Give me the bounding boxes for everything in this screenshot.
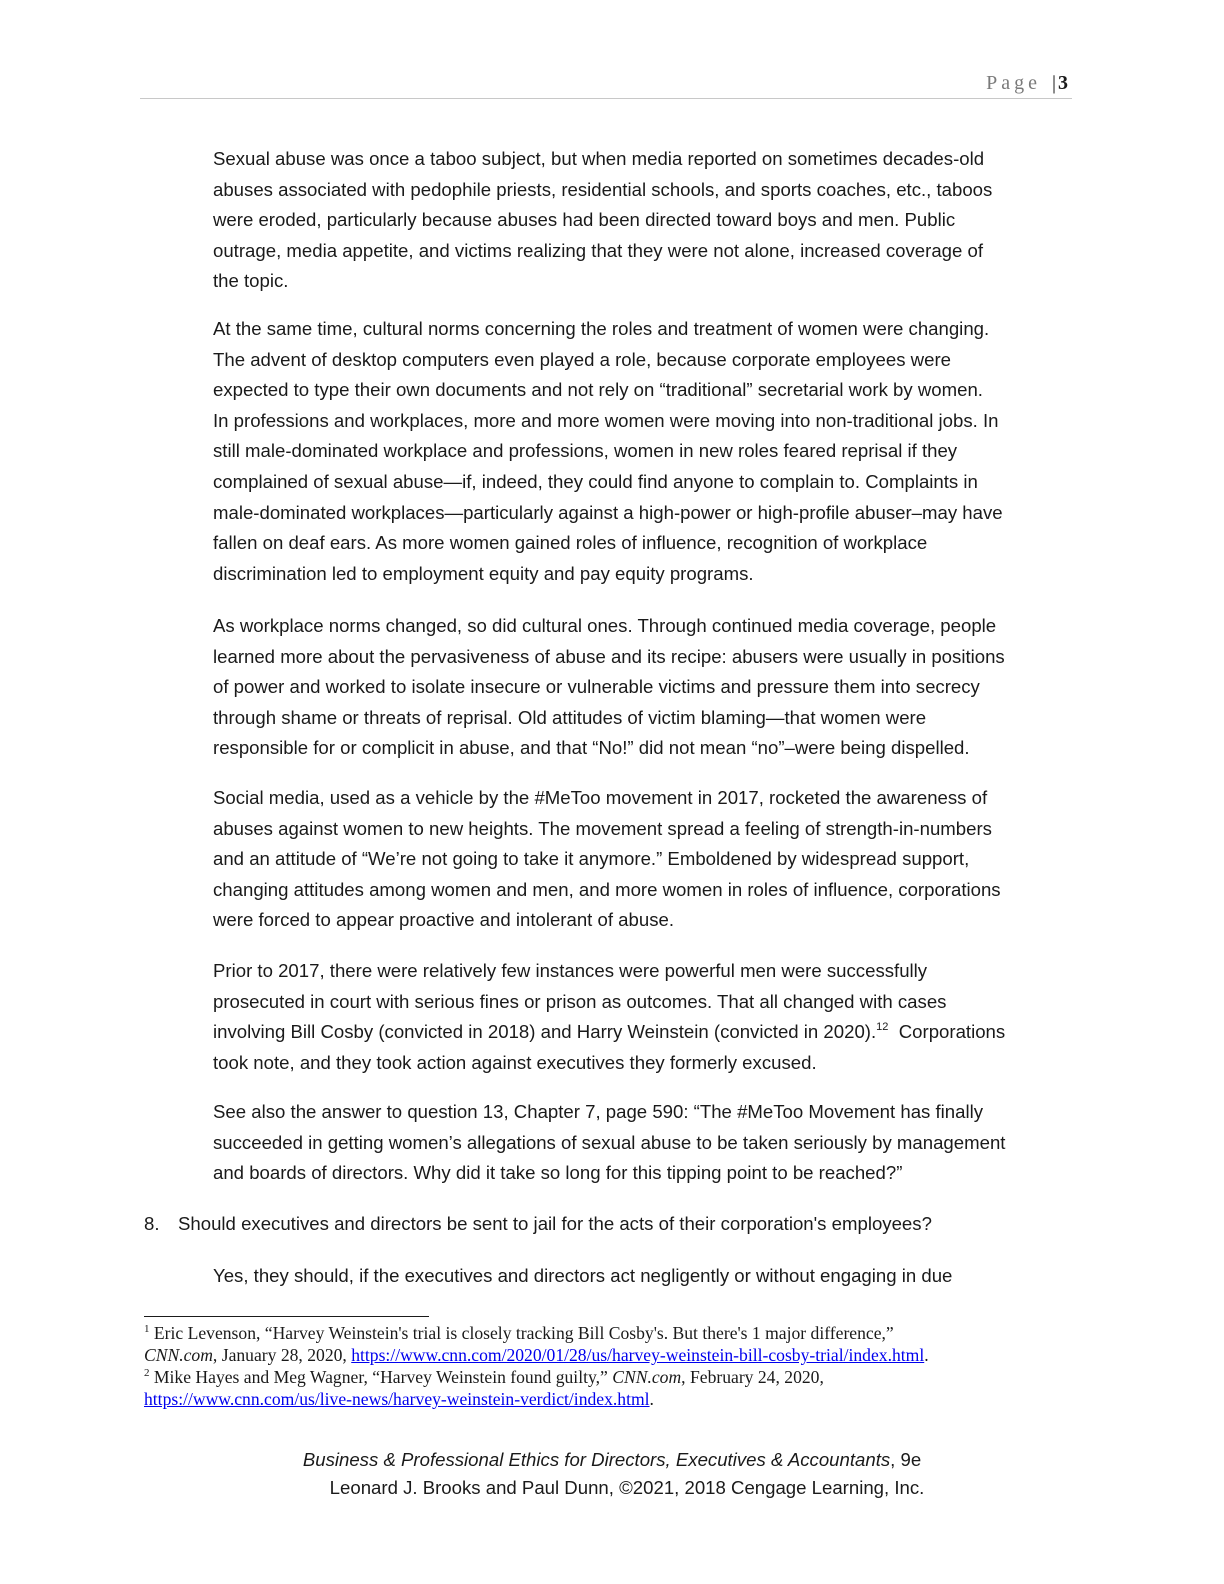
paragraph-4 (213, 783, 1075, 936)
text-line: prosecuted in court with serious fines or prison as outcomes. That all changed with cases (213, 990, 947, 1012)
text-line: took note, and they took action against executives they formerly excused. (213, 1051, 817, 1073)
footnote-link[interactable]: https://www.cnn.com/2020/01/28/us/harvey-weinstein-bill-cosby-trial/index.html (351, 1345, 925, 1365)
question-8 (144, 1209, 932, 1240)
page-number-label (986, 72, 1068, 95)
text-line: expected to type their own documents and not rely on “traditional” secretarial work by women. (213, 379, 983, 401)
question-number: 8. (144, 1213, 160, 1234)
text-segment: Corporations (888, 1021, 1006, 1043)
text-line: In professions and workplaces, more and more women were moving into non-traditional jobs. In (213, 409, 999, 431)
paragraph-3 (213, 611, 1075, 764)
text-line: abuses associated with pedophile priests, residential schools, and sports coaches, etc., taboos (213, 178, 993, 200)
footnote-end: . (649, 1389, 654, 1409)
paragraph-6 (213, 1097, 1075, 1189)
footnote-2 (144, 1366, 1074, 1388)
footnote-2-cont (144, 1388, 1074, 1410)
text-line: of power and worked to isolate insecure or vulnerable victims and pressure them into secrecy (213, 676, 980, 698)
paragraph-1 (213, 144, 1075, 297)
text-line: succeeded in getting women’s allegations of sexual abuse to be taken seriously by management (213, 1131, 1006, 1153)
footnote-1-cont (144, 1344, 1074, 1366)
text-line: Social media, used as a vehicle by the #MeToo movement in 2017, rocketed the awareness of (213, 787, 988, 808)
page-label: Page (986, 72, 1041, 94)
footnote-link[interactable]: https://www.cnn.com/us/live-news/harvey-weinstein-verdict/index.html (144, 1389, 650, 1409)
text-line: still male-dominated workplace and professions, women in new roles feared reprisal if they (213, 440, 958, 462)
footnote-reference[interactable]: 12 (876, 1021, 889, 1034)
text-line: through shame or threats of reprisal. Old attitudes of victim blaming—that women were (213, 706, 927, 728)
text-line-with-footnote-ref (213, 1017, 1075, 1048)
text-line: male-dominated workplaces—particularly against a high-power or high-profile abuser–may have (213, 501, 1003, 523)
footnote-source: CNN.com (612, 1367, 682, 1387)
text-line: and boards of directors. Why did it take so long for this tipping point to be reached?” (213, 1162, 903, 1184)
footer-title-line (0, 1446, 1224, 1474)
page-number: 3 (1058, 72, 1068, 94)
footnote-source: CNN.com (144, 1345, 213, 1365)
text-line: discrimination led to employment equity and pay equity programs. (213, 562, 754, 584)
text-segment: involving Bill Cosby (convicted in 2018) and Harry Weinstein (convicted in 2020). (213, 1021, 877, 1043)
footnote-date: , January 28, 2020, (212, 1345, 352, 1365)
text-line: learned more about the pervasiveness of abuse and its recipe: abusers were usually in positions (213, 645, 1005, 667)
book-title: Business & Professional Ethics for Directors, Executives & Accountants (302, 1449, 891, 1470)
footnote-end: . (924, 1345, 929, 1365)
footnote-marker: 1 (144, 1323, 150, 1335)
footnote-text: Mike Hayes and Meg Wagner, “Harvey Weinstein found guilty,” (149, 1367, 613, 1387)
header-separator: | (1051, 72, 1056, 94)
text-line: the topic. (213, 270, 289, 292)
text-line: See also the answer to question 13, Chapter 7, page 590: “The #MeToo Movement has finally (213, 1101, 984, 1122)
text-line: abuses against women to new heights. The movement spread a feeling of strength-in-numbers (213, 817, 992, 839)
text-line: At the same time, cultural norms concerning the roles and treatment of women were changing. (213, 318, 990, 339)
text-line: As workplace norms changed, so did cultural ones. Through continued media coverage, people (213, 615, 997, 636)
answer-text: Yes, they should, if the executives and directors act negligently or without engaging in due (213, 1265, 953, 1286)
text-line: outrage, media appetite, and victims realizing that they were not alone, increased coverage of (213, 239, 984, 261)
question-text: Should executives and directors be sent to jail for the acts of their corporation's employees? (178, 1213, 932, 1234)
copyright-line: Leonard J. Brooks and Paul Dunn, ©2021, 2018 Cengage Learning, Inc. (329, 1477, 925, 1498)
text-line: and an attitude of “We’re not going to take it anymore.” Emboldened by widespread support, (213, 848, 970, 870)
footnote-marker: 2 (144, 1367, 150, 1379)
footnote-separator (144, 1316, 429, 1317)
text-line: were eroded, particularly because abuses had been directed toward boys and men. Public (213, 209, 956, 231)
footnotes (144, 1322, 1074, 1410)
text-line: responsible for or complicit in abuse, and that “No!” did not mean “no”–were being dispelled. (213, 737, 970, 759)
footnote-text: Eric Levenson, “Harvey Weinstein's trial is closely tracking Bill Cosby's. But there's 1 major difference,” (149, 1323, 894, 1343)
text-line: were forced to appear proactive and intolerant of abuse. (213, 909, 675, 931)
footnote-1 (144, 1322, 1074, 1344)
text-line: The advent of desktop computers even played a role, because corporate employees were (213, 348, 951, 370)
paragraph-5 (213, 956, 1075, 1078)
footnote-date: , February 24, 2020, (681, 1367, 824, 1387)
paragraph-2 (213, 314, 1075, 589)
text-line: fallen on deaf ears. As more women gained roles of influence, recognition of workplace (213, 532, 928, 554)
page-footer (0, 1446, 1224, 1502)
text-line: complained of sexual abuse—if, indeed, they could find anyone to complain to. Complaints in (213, 470, 978, 492)
text-line: changing attitudes among women and men, and more women in roles of influence, corporations (213, 878, 1001, 900)
page-header (140, 72, 1072, 99)
book-edition: , 9e (890, 1449, 922, 1470)
text-line: Sexual abuse was once a taboo subject, but when media reported on sometimes decades-old (213, 148, 985, 169)
text-line: Prior to 2017, there were relatively few instances were powerful men were successfully (213, 960, 928, 981)
